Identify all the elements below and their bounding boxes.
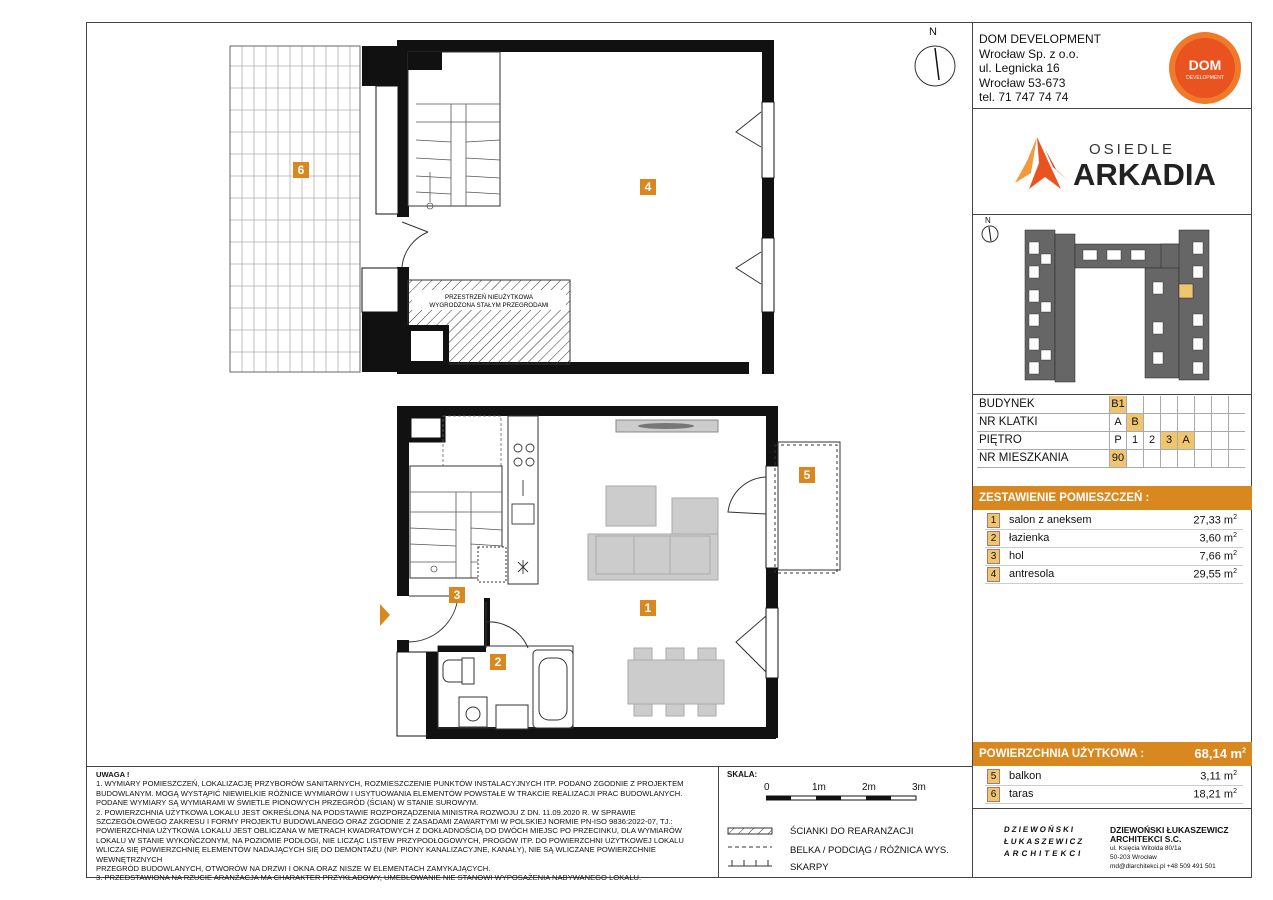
room-badge-4: 4 [640, 179, 656, 195]
lower-level-plan [380, 406, 840, 739]
north-label: N [929, 26, 937, 38]
room-badge-5: 5 [799, 467, 815, 483]
svg-text:DEVELOPMENT: DEVELOPMENT [1186, 75, 1224, 81]
key-plan-north-icon [981, 225, 1001, 245]
svg-text:ARKADIA: ARKADIA [1073, 157, 1216, 192]
legend-item-slopes: SKARPY [790, 862, 829, 873]
company-address: ul. Legnicka 16 [979, 61, 1060, 75]
row-budynek: BUDYNEK B1 [977, 396, 1245, 414]
company-city: Wrocław 53-673 [979, 75, 1066, 90]
notes-block: UWAGA ! 1. WYMIARY POMIESZCZEŃ, LOKALIZACJĘ PRZYBORÓW SANITARNYCH, ROZMIESZCZENIE PUNKTÓW INSTALACYJNYCH ITP. PODANO ZGODNIE Z PROJEKTEM BUDOWLANYM. MOGĄ WYSTĄPIĆ NIEWIELKIE RÓŻNICE WYMIARÓW I USYTUOWANIA ELEMENTÓW POWSTAŁE W TRAKCIE REALIZACJI PRAC BUDOWLANYCH. PODANE WYMIARY SĄ WYMIARAMI W ŚWIETLE PIONOWYCH PRZEGRÓD (ŚCIAN) W STANIE SUROWYM. 2. POWIERZCHNIA UŻYTKOWA LOKALU JEST OKREŚLONA NA PODSTAWIE ROZPORZĄDZENIA MINISTRA ROZWOJU Z DN. 11.09.2020 R. W SPRAWIE SZCZEGÓŁOWEGO ZAKRESU I FORMY PROJEKTU BUDOWLANEGO ORAZ ZGODNIE Z ZASADAMI ZAWARTYMI W POLSKIEJ NORMIE PN-ISO 9836:2022-07, TJ.: POWIERZCHNIA UŻYTKOWA LOKALU JEST OBLICZANA W METRACH KWADRATOWYCH Z DOKŁADNOŚCIĄ DO DWÓCH MIEJSC PO PRZECINKU, DLA WYMIARÓW LOKALU W STANIE WYKOŃCZONYM, NA POZIOMIE PODŁOGI, NIE LICZĄC LISTEW PRZYPODŁOGOWYCH, PROGÓW ITP. DO POWIERZCHNI UŻYTKOWEJ LOKALU WLICZA SIĘ POWIERZCHNIĘ ELEMENTÓW NADAJĄCYCH SIĘ DO DEMONTAŻU (NP. PIONY KANALIZACYJNE, KANAŁY), NIE SĄ WLICZANE POWIERZCHNIE WEWNĘTRZNYCH PRZEGRÓD BUDOWLANYCH, OTWORÓW NA DRZWI I OKNA ORAZ NISZE W ELEMENTACH ZAMYKAJĄCYCH. 3. PRZEDSTAWIONA NA RZUCIE ARANŻACJA MA CHARAKTER PRZYKŁADOWY, UMEBLOWANIE NIE STANOWI WYPOSAŻENIA NABYWANEGO LOKALU. [96, 770, 684, 883]
scale-bar [766, 794, 926, 804]
company-line2: Wrocław Sp. z o.o. [979, 46, 1079, 61]
room-badge-6: 6 [293, 162, 309, 178]
room-row: 4 antresola 29,55 $m^2$ [985, 566, 1243, 584]
rooms-header: ZESTAWIENIE POMIESZCZEŃ : [973, 486, 1252, 510]
terrace-area [230, 46, 360, 372]
room-row: 3 hol 7,66 $m^2$ [985, 548, 1243, 566]
company-phone: tel. 71 747 74 74 [979, 90, 1069, 104]
row-mieszkanie: NR MIESZKANIA 90 [977, 450, 1245, 468]
room-row: 2 łazienka 3,60 $m^2$ [985, 530, 1243, 548]
scale-block: SKALA: [727, 770, 758, 779]
row-pietro: PIĘTRO P 1 2 3 A [977, 432, 1245, 450]
usable-area-value: 68,14 m [1194, 746, 1243, 761]
mezz-note-line2: WYGRODZONA STAŁYM PRZEGRODAMI [429, 302, 549, 309]
legend-item-rearrangement: ŚCIANKI DO REARANŻACJI [790, 826, 914, 837]
apartment-info-table [977, 396, 1245, 468]
room-row: 1 salon z aneksem 27,33 $m^2$ [985, 512, 1243, 530]
floor-plan [86, 22, 972, 770]
legend-symbols [726, 826, 778, 872]
architect-info: DZIEWOŃSKI ŁUKASZEWICZ ARCHITEKCI S.C. ul. Księcia Witolda 80/1a 50-203 Wrocław md@dlarchitekci.pl +48 509 491 501 [1110, 825, 1229, 870]
svg-text:DOM: DOM [1188, 57, 1222, 73]
entrance-arrow [380, 604, 390, 626]
architect-logo: DZIEWOŃSKI ŁUKASZEWICZ ARCHITEKCI [1003, 825, 1085, 858]
building-key-plan [1021, 222, 1229, 384]
usable-area-bar: POWIERZCHNIA UŻYTKOWA : 68,14 $m^2$ [973, 742, 1252, 766]
svg-text:OSIEDLE: OSIEDLE [1089, 141, 1176, 158]
room-badge-3: 3 [449, 587, 465, 603]
outdoor-row: 5 balkon 3,11 $m^2$ [985, 768, 1243, 786]
north-arrow [913, 26, 959, 96]
row-klatka: NR KLATKI A B [977, 414, 1245, 432]
osiedle-arkadia-logo [1009, 127, 1229, 197]
company-name: DOM DEVELOPMENT [979, 32, 1102, 46]
key-plan-highlight [1179, 284, 1193, 298]
mezz-note-line1: PRZESTRZEŃ NIEUŻYTKOWA [444, 294, 534, 301]
company-block [979, 32, 1101, 105]
room-badge-2: 2 [490, 654, 506, 670]
dom-development-logo [1165, 30, 1245, 106]
outdoor-row: 6 taras 18,21 $m^2$ [985, 786, 1243, 804]
info-panel [972, 22, 1252, 878]
key-plan-north-label: N [985, 216, 991, 225]
room-badge-1: 1 [640, 600, 656, 616]
legend-item-beam: BELKA / PODCIĄG / RÓŻNICA WYS. [790, 845, 949, 856]
upper-level-plan [230, 40, 774, 374]
